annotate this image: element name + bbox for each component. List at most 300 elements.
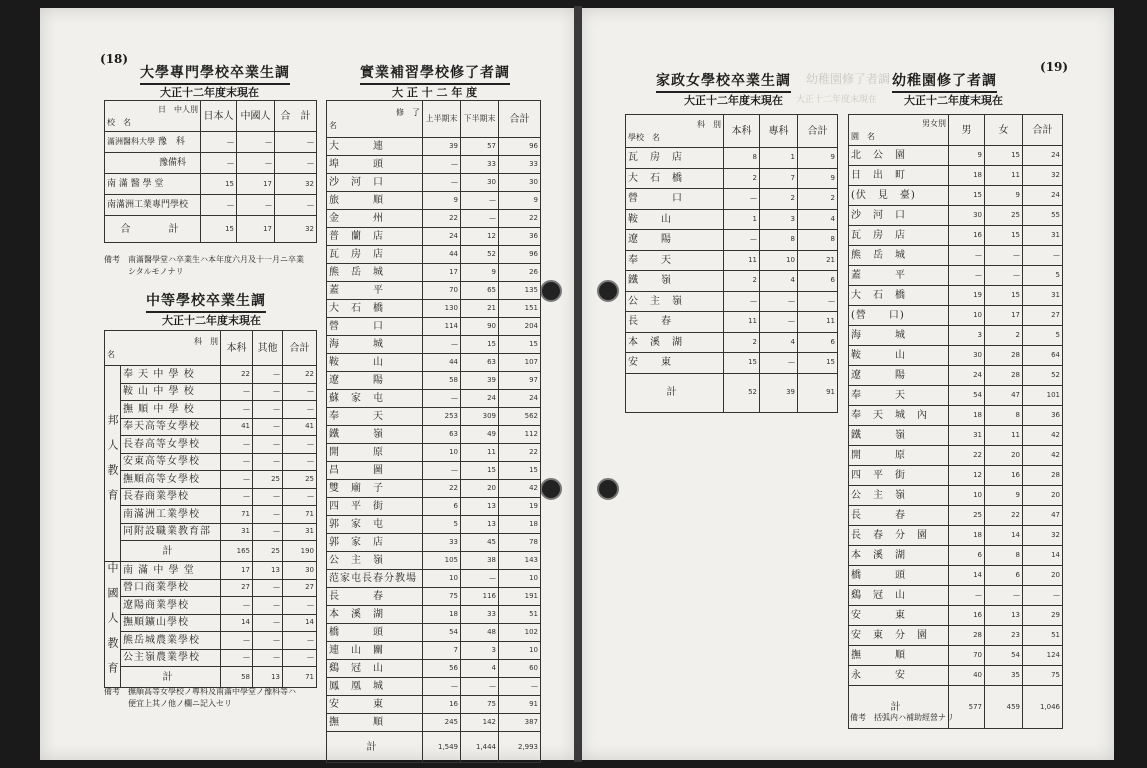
- table-cell: 142: [461, 714, 499, 732]
- table-cell: 13: [985, 606, 1023, 626]
- table-cell: 10: [423, 570, 461, 588]
- table-cell: 31: [283, 523, 317, 541]
- table-cell: —: [221, 471, 253, 489]
- table-cell: 15: [201, 216, 237, 243]
- table-cell: 22: [423, 210, 461, 228]
- table-cell: 18: [949, 406, 985, 426]
- table-cell: 開 原: [327, 444, 423, 462]
- table-cell: 70: [949, 646, 985, 666]
- table-row: [105, 174, 317, 195]
- table-cell: 長 春: [849, 506, 949, 526]
- table-cell: 24: [461, 390, 499, 408]
- table-cell: 南滿洲工業專門學校: [105, 195, 201, 216]
- kindergarten-title: 幼稚園修了者調: [892, 70, 997, 93]
- table-cell: 35: [985, 666, 1023, 686]
- table-cell: 15: [499, 336, 541, 354]
- table-cell: 鷄 冠 山: [849, 586, 949, 606]
- table-cell: —: [253, 597, 283, 615]
- table-cell: 8: [985, 546, 1023, 566]
- table-cell: 20: [461, 480, 499, 498]
- middle-title: 中等學校卒業生調: [146, 290, 266, 313]
- table-cell: 營 口: [626, 189, 724, 210]
- table-cell: 105: [423, 552, 461, 570]
- table-cell: 60: [499, 660, 541, 678]
- table-cell: 97: [499, 372, 541, 390]
- table-row: [626, 250, 838, 271]
- domestic-table: [625, 114, 838, 413]
- table-cell: 11: [461, 444, 499, 462]
- table-row: [626, 230, 838, 251]
- table-cell: 90: [461, 318, 499, 336]
- table-cell: 22: [283, 366, 317, 384]
- table-cell: 24: [499, 390, 541, 408]
- table-cell: 10: [499, 570, 541, 588]
- table-cell: —: [423, 336, 461, 354]
- table-cell: 4: [798, 209, 838, 230]
- table-row: [327, 210, 541, 228]
- total-row: [626, 373, 838, 412]
- table-cell: 39: [760, 373, 798, 412]
- table-cell: 78: [499, 534, 541, 552]
- table-row: [626, 332, 838, 353]
- table-cell: 南滿洲工業學校: [121, 506, 221, 524]
- table-row: [849, 446, 1063, 466]
- table-row: [849, 286, 1063, 306]
- table-cell: 9: [423, 192, 461, 210]
- column-header: 合計: [798, 115, 838, 148]
- table-cell: 瓦 房 店: [849, 226, 949, 246]
- table-cell: 蓋 平: [849, 266, 949, 286]
- table-cell: 1,444: [461, 732, 499, 763]
- table-cell: —: [949, 246, 985, 266]
- table-cell: 14: [985, 526, 1023, 546]
- table-cell: 蘇 家 屯: [327, 390, 423, 408]
- table-cell: 5: [423, 516, 461, 534]
- table-cell: 14: [949, 566, 985, 586]
- table-cell: 33: [499, 156, 541, 174]
- table-cell: 21: [461, 300, 499, 318]
- table-cell: 南 滿 中 學 堂: [121, 562, 221, 580]
- table-cell: 28: [949, 626, 985, 646]
- table-cell: 10: [423, 444, 461, 462]
- table-cell: 14: [283, 614, 317, 632]
- table-cell: 49: [461, 426, 499, 444]
- table-cell: —: [985, 246, 1023, 266]
- column-header: 男: [949, 115, 985, 146]
- univ-title: 大學專門學校卒業生調: [140, 62, 290, 85]
- table-cell: 32: [1023, 526, 1063, 546]
- binding-hole: [540, 478, 562, 500]
- table-row: [327, 498, 541, 516]
- table-cell: 13: [461, 498, 499, 516]
- table-cell: 18: [423, 606, 461, 624]
- column-header: 中國人: [237, 101, 275, 132]
- table-cell: 15: [724, 353, 760, 374]
- table-cell: 大 石 橋: [327, 300, 423, 318]
- table-cell: —: [949, 586, 985, 606]
- table-cell: 熊 岳 城: [849, 246, 949, 266]
- table-row: [849, 306, 1063, 326]
- table-cell: 75: [1023, 666, 1063, 686]
- table-row: [327, 390, 541, 408]
- table-cell: —: [237, 153, 275, 174]
- table-cell: 計: [849, 686, 949, 729]
- table-row: [105, 649, 317, 667]
- table-cell: 28: [1023, 466, 1063, 486]
- table-row: [849, 406, 1063, 426]
- table-cell: 昌 圖: [327, 462, 423, 480]
- table-cell: 54: [423, 624, 461, 642]
- row-label: 豫備科: [159, 157, 187, 168]
- table-cell: 11: [724, 312, 760, 333]
- table-cell: 熊岳城農業學校: [121, 632, 221, 650]
- table-cell: 20: [985, 446, 1023, 466]
- table-cell: 撫 順: [327, 714, 423, 732]
- table-cell: 101: [1023, 386, 1063, 406]
- table-row: [327, 138, 541, 156]
- table-cell: 562: [499, 408, 541, 426]
- table-cell: 28: [985, 366, 1023, 386]
- table-cell: 33: [423, 534, 461, 552]
- table-cell: 1: [760, 148, 798, 169]
- table-row: [849, 186, 1063, 206]
- table-cell: 55: [1023, 206, 1063, 226]
- table-cell: 17: [423, 264, 461, 282]
- table-cell: 奉 天 城 內: [849, 406, 949, 426]
- table-cell: 32: [275, 174, 317, 195]
- table-cell: 15: [985, 146, 1023, 166]
- table-cell: 27: [1023, 306, 1063, 326]
- table-cell: 17: [221, 562, 253, 580]
- table-row: [327, 696, 541, 714]
- table-cell: 47: [1023, 506, 1063, 526]
- table-cell: 11: [724, 250, 760, 271]
- table-row: [327, 642, 541, 660]
- bleed-through-text: 幼稚園修了者調: [806, 72, 891, 86]
- table-cell: 海 城: [849, 326, 949, 346]
- table-cell: —: [461, 570, 499, 588]
- table-cell: 44: [423, 354, 461, 372]
- table-cell: 309: [461, 408, 499, 426]
- middle-subtitle: 大正十二年度末現在: [162, 314, 261, 327]
- table-cell: —: [423, 156, 461, 174]
- table-cell: 25: [283, 471, 317, 489]
- table-cell: 2,993: [499, 732, 541, 763]
- table-cell: 22: [985, 506, 1023, 526]
- table-cell: 3: [461, 642, 499, 660]
- vocational-title: 實業補習學校修了者調: [360, 62, 510, 85]
- table-cell: 130: [423, 300, 461, 318]
- table-row: [105, 436, 317, 454]
- table-cell: 15: [201, 174, 237, 195]
- table-cell: 17: [985, 306, 1023, 326]
- table-cell: 25: [253, 541, 283, 562]
- table-cell: 鐵 嶺: [626, 271, 724, 292]
- table-cell: 11: [798, 312, 838, 333]
- table-cell: 10: [499, 642, 541, 660]
- table-cell: 8: [724, 148, 760, 169]
- table-cell: 13: [253, 667, 283, 688]
- table-cell: 14: [1023, 546, 1063, 566]
- table-cell: 9: [798, 148, 838, 169]
- table-cell: 57: [461, 138, 499, 156]
- table-cell: —: [985, 266, 1023, 286]
- table-row: [327, 624, 541, 642]
- table-cell: 75: [461, 696, 499, 714]
- table-row: [327, 534, 541, 552]
- table-cell: 撫 順: [849, 646, 949, 666]
- table-cell: 51: [499, 606, 541, 624]
- column-header: 上半期末: [423, 101, 461, 138]
- table-cell: 本 溪 湖: [626, 332, 724, 353]
- table-row: [327, 264, 541, 282]
- table-cell: 204: [499, 318, 541, 336]
- column-header: 合計: [1023, 115, 1063, 146]
- table-cell: 14: [221, 614, 253, 632]
- middle-table: [104, 330, 317, 688]
- table-cell: 橋 頭: [849, 566, 949, 586]
- table-cell: 長春高等女學校: [121, 436, 221, 454]
- table-cell: 沙 河 口: [327, 174, 423, 192]
- table-row: [105, 632, 317, 650]
- table-cell: 鞍 山: [849, 346, 949, 366]
- table-cell: —: [283, 401, 317, 419]
- table-cell: 計: [327, 732, 423, 763]
- table-cell: [105, 153, 201, 174]
- table-cell: 郭 家 店: [327, 534, 423, 552]
- table-cell: 4: [760, 271, 798, 292]
- table-row: [105, 597, 317, 615]
- table-cell: 本 溪 湖: [849, 546, 949, 566]
- table-cell: 31: [949, 426, 985, 446]
- table-cell: —: [253, 523, 283, 541]
- table-cell: —: [283, 649, 317, 667]
- table-cell: —: [1023, 246, 1063, 266]
- table-cell: —: [423, 678, 461, 696]
- table-cell: 165: [221, 541, 253, 562]
- table-cell: 15: [461, 462, 499, 480]
- table-cell: 15: [499, 462, 541, 480]
- table-cell: 橋 頭: [327, 624, 423, 642]
- column-header: 合計: [283, 331, 317, 366]
- table-cell: [105, 132, 201, 153]
- column-header: 日本人: [201, 101, 237, 132]
- table-cell: 2: [985, 326, 1023, 346]
- table-cell: 1: [724, 209, 760, 230]
- table-cell: 4: [461, 660, 499, 678]
- table-cell: 7: [423, 642, 461, 660]
- table-cell: (伏 見 臺): [849, 186, 949, 206]
- table-cell: 3: [760, 209, 798, 230]
- table-cell: 56: [423, 660, 461, 678]
- table-cell: —: [499, 678, 541, 696]
- table-cell: 遼 陽: [327, 372, 423, 390]
- table-cell: 45: [461, 534, 499, 552]
- table-cell: (營 口): [849, 306, 949, 326]
- table-row: [105, 453, 317, 471]
- table-cell: —: [221, 436, 253, 454]
- table-row: [849, 386, 1063, 406]
- table-cell: 135: [499, 282, 541, 300]
- table-row: [327, 588, 541, 606]
- table-cell: —: [253, 383, 283, 401]
- table-cell: 15: [985, 286, 1023, 306]
- table-cell: 7: [760, 168, 798, 189]
- table-cell: 遼 陽: [626, 230, 724, 251]
- table-cell: 91: [499, 696, 541, 714]
- table-cell: 20: [1023, 486, 1063, 506]
- table-cell: 鷄 冠 山: [327, 660, 423, 678]
- table-cell: —: [724, 230, 760, 251]
- table-cell: 長 春: [327, 588, 423, 606]
- table-row: [105, 153, 317, 174]
- table-cell: 63: [461, 354, 499, 372]
- table-cell: 公 主 嶺: [849, 486, 949, 506]
- table-cell: —: [221, 453, 253, 471]
- table-cell: 大 連: [327, 138, 423, 156]
- table-cell: 2: [724, 271, 760, 292]
- table-row: [849, 266, 1063, 286]
- table-cell: 459: [985, 686, 1023, 729]
- table-row: [849, 546, 1063, 566]
- table-cell: 52: [724, 373, 760, 412]
- table-cell: 連 山 關: [327, 642, 423, 660]
- table-row: [849, 246, 1063, 266]
- table-cell: 8: [798, 230, 838, 251]
- table-row: [849, 226, 1063, 246]
- table-cell: 40: [949, 666, 985, 686]
- table-cell: 鞍 山: [626, 209, 724, 230]
- table-row: [849, 646, 1063, 666]
- table-row: [327, 570, 541, 588]
- table-cell: 25: [949, 506, 985, 526]
- table-cell: 21: [798, 250, 838, 271]
- table-row: [626, 209, 838, 230]
- table-row: [327, 714, 541, 732]
- table-cell: 熊 岳 城: [327, 264, 423, 282]
- column-header: 下半期末: [461, 101, 499, 138]
- table-cell: —: [201, 153, 237, 174]
- table-cell: 39: [461, 372, 499, 390]
- table-cell: 116: [461, 588, 499, 606]
- table-row: [849, 166, 1063, 186]
- table-corner-header: 科 別 學校 名: [626, 115, 724, 148]
- table-cell: —: [275, 153, 317, 174]
- table-cell: —: [221, 488, 253, 506]
- table-cell: 18: [499, 516, 541, 534]
- table-cell: —: [760, 312, 798, 333]
- table-cell: —: [201, 195, 237, 216]
- table-cell: 64: [1023, 346, 1063, 366]
- table-cell: 63: [423, 426, 461, 444]
- table-cell: 安 東: [849, 606, 949, 626]
- domestic-subtitle: 大正十二年度末現在: [684, 94, 783, 107]
- table-cell: —: [221, 401, 253, 419]
- table-cell: 沙 河 口: [849, 206, 949, 226]
- domestic-title: 家政女學校卒業生調: [656, 70, 791, 93]
- table-cell: 大 石 橋: [849, 286, 949, 306]
- table-cell: 2: [724, 332, 760, 353]
- table-cell: 24: [1023, 186, 1063, 206]
- table-cell: 大 石 橋: [626, 168, 724, 189]
- table-cell: 16: [949, 226, 985, 246]
- table-row: [327, 516, 541, 534]
- table-cell: 奉 天: [327, 408, 423, 426]
- table-cell: 10: [949, 486, 985, 506]
- table-row: [626, 189, 838, 210]
- table-cell: 33: [461, 156, 499, 174]
- table-row: [327, 462, 541, 480]
- univ-note-cont: シタルモノナリ: [128, 267, 184, 276]
- table-cell: 23: [985, 626, 1023, 646]
- table-cell: —: [985, 586, 1023, 606]
- page-number: (19): [1040, 60, 1069, 74]
- table-cell: 17: [237, 216, 275, 243]
- table-cell: 公主嶺農業學校: [121, 649, 221, 667]
- table-row: [327, 372, 541, 390]
- table-cell: —: [283, 436, 317, 454]
- book-gutter: [574, 6, 582, 762]
- table-cell: 公 主 嶺: [626, 291, 724, 312]
- table-cell: 18: [949, 526, 985, 546]
- table-cell: 41: [221, 418, 253, 436]
- table-cell: 撫順鑛山學校: [121, 614, 221, 632]
- table-cell: 151: [499, 300, 541, 318]
- table-cell: 387: [499, 714, 541, 732]
- middle-note-cont: 便宜上其ノ他ノ欄ニ記入セリ: [128, 699, 232, 708]
- group-label: 邦人教育: [105, 366, 121, 562]
- table-cell: 143: [499, 552, 541, 570]
- table-cell: 長 春 分 園: [849, 526, 949, 546]
- table-cell: 245: [423, 714, 461, 732]
- table-row: [849, 606, 1063, 626]
- binding-hole: [597, 478, 619, 500]
- table-cell: 9: [499, 192, 541, 210]
- binding-hole: [597, 280, 619, 302]
- table-cell: 24: [1023, 146, 1063, 166]
- table-cell: 9: [798, 168, 838, 189]
- table-cell: 四 平 街: [327, 498, 423, 516]
- table-cell: —: [253, 418, 283, 436]
- table-cell: 鞍 山: [327, 354, 423, 372]
- table-cell: 22: [499, 444, 541, 462]
- column-header: 合 計: [275, 101, 317, 132]
- table-cell: 9: [985, 186, 1023, 206]
- group-label: 中國人教育: [106, 562, 119, 687]
- table-row: [626, 291, 838, 312]
- table-row: [327, 660, 541, 678]
- table-row: [105, 132, 317, 153]
- table-cell: —: [221, 597, 253, 615]
- table-cell: 48: [461, 624, 499, 642]
- table-cell: 31: [1023, 226, 1063, 246]
- table-cell: 30: [499, 174, 541, 192]
- table-cell: —: [253, 614, 283, 632]
- table-cell: 6: [798, 271, 838, 292]
- table-cell: 9: [985, 486, 1023, 506]
- table-cell: 70: [423, 282, 461, 300]
- table-cell: 19: [499, 498, 541, 516]
- table-row: [849, 566, 1063, 586]
- table-cell: —: [275, 132, 317, 153]
- table-cell: 36: [499, 228, 541, 246]
- table-row: [626, 168, 838, 189]
- table-row: [849, 526, 1063, 546]
- table-cell: —: [949, 266, 985, 286]
- table-row: [327, 246, 541, 264]
- table-cell: 25: [253, 471, 283, 489]
- table-cell: 71: [283, 506, 317, 524]
